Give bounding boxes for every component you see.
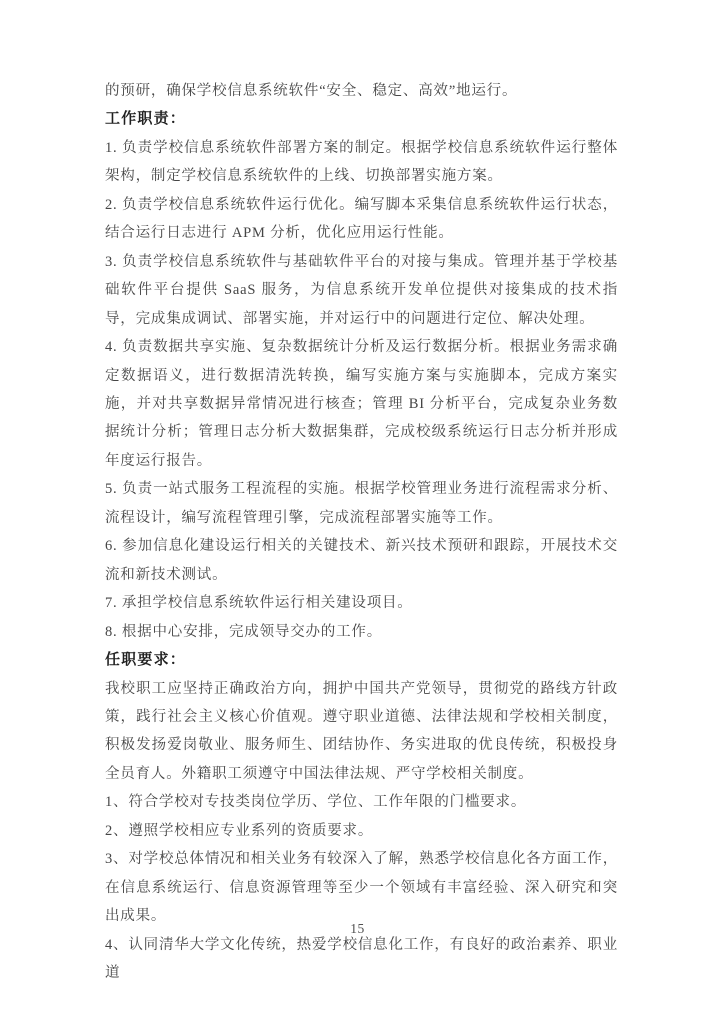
duty-item-3: 3. 负责学校信息系统软件与基础软件平台的对接与集成。管理并基于学校基础软件平台提供 SaaS 服务，为信息系统开发单位提供对接集成的技术指导，完成集成调试、部署实施，并对运行中的问题进行定位、解决处理。 [105, 253, 618, 327]
requirement-item-1: 1、符合学校对专技类岗位学历、学位、工作年限的门槛要求。 [105, 794, 527, 811]
requirements-lead-paragraph: 我校职工应坚持正确政治方向，拥护中国共产党领导，贯彻党的路线方针政策，践行社会主义核心价值观。遵守职业道德、法律法规和学校相关制度，积极发扬爱岗敬业、服务师生、团结协作、务实进取的优良传统，积极投身全员育人。外籍职工须遵守中国法律法规、严守学校相关制度。 [105, 680, 618, 782]
requirement-item-2: 2、遵照学校相应专业系列的资质要求。 [105, 822, 374, 839]
duty-item-8: 8. 根据中心安排，完成领导交办的工作。 [105, 623, 382, 640]
intro-paragraph: 的预研，确保学校信息系统软件“安全、稳定、高效”地运行。 [105, 83, 518, 99]
document-content [105, 77, 618, 988]
duty-item-2: 2. 负责学校信息系统软件运行优化。编写脚本采集信息系统软件运行状态，结合运行日志进行 APM 分析，优化应用运行性能。 [105, 196, 618, 242]
page-number: 15 [350, 921, 365, 936]
requirements-heading: 任职要求： [105, 652, 187, 669]
requirement-item-4: 4、认同清华大学文化传统，热爱学校信息化工作，有良好的政治素养、职业道 [105, 936, 618, 982]
duty-item-6: 6. 参加信息化建设运行相关的关键技术、新兴技术预研和跟踪，开展技术交流和新技术测试。 [105, 538, 618, 583]
duty-item-4: 4. 负责数据共享实施、复杂数据统计分析及运行数据分析。根据业务需求确定数据语义，进行数据清洗转换，编写实施方案与实施脚本，完成方案实施，并对共享数据异常情况进行核查；管理 BI 分析平台，完成复杂业务数据统计分析；管理日志分析大数据集群，完成校级系统运行日志分析并形成年度运行报告。 [105, 339, 618, 469]
duty-item-1: 1. 负责学校信息系统软件部署方案的制定。根据学校信息系统软件运行整体架构，制定学校信息系统软件的上线、切换部署实施方案。 [105, 139, 618, 185]
duty-item-7: 7. 承担学校信息系统软件运行相关建设项目。 [105, 595, 413, 612]
duty-item-5: 5. 负责一站式服务工程流程的实施。根据学校管理业务进行流程需求分析、流程设计，编写流程管理引擎，完成流程部署实施等工作。 [105, 481, 618, 526]
requirement-item-3: 3、对学校总体情况和相关业务有较深入了解，熟悉学校信息化各方面工作，在信息系统运行、信息资源管理等至少一个领域有丰富经验、深入研究和突出成果。 [105, 851, 618, 925]
duties-heading: 工作职责： [105, 111, 187, 128]
